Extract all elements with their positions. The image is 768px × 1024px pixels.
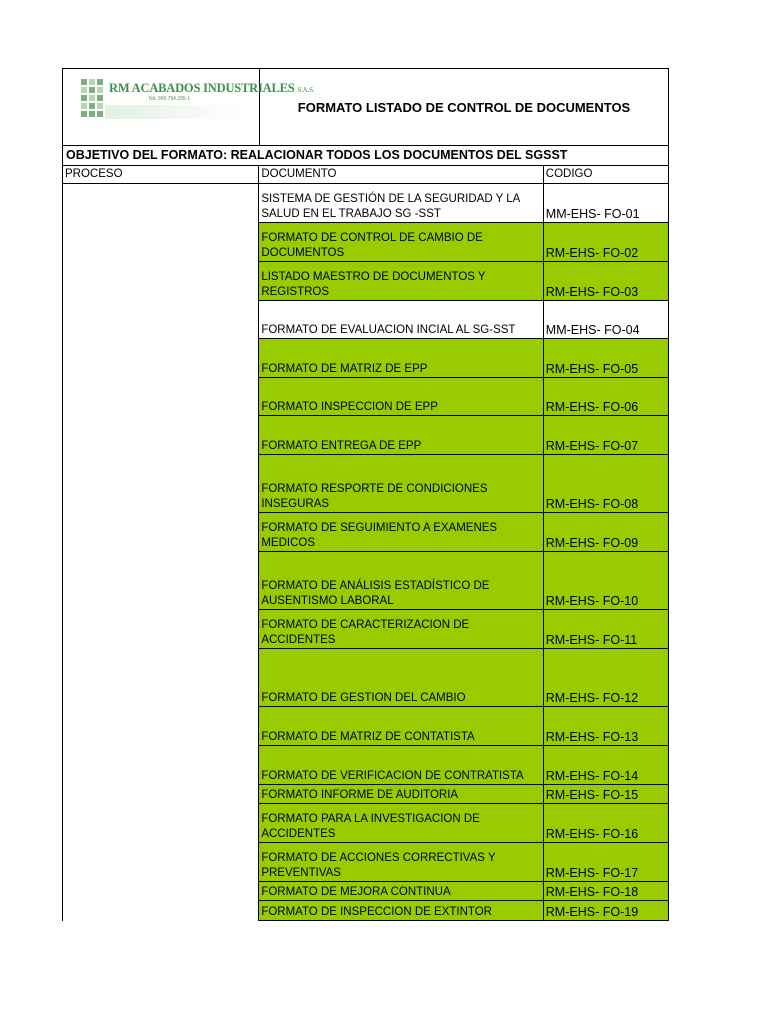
documento-cell: FORMATO DE EVALUACION INCIAL AL SG-SST — [259, 301, 543, 339]
documento-cell: SISTEMA DE GESTIÓN DE LA SEGURIDAD Y LA SALUD EN EL TRABAJO SG -SST — [259, 184, 543, 223]
documento-cell: FORMATO RESPORTE DE CONDICIONES INSEGURAS — [259, 455, 543, 513]
table-row — [63, 785, 669, 804]
proceso-cell — [63, 513, 259, 552]
proceso-cell — [63, 804, 259, 843]
codigo-cell: RM-EHS- FO-02 — [543, 223, 668, 262]
documento-cell: FORMATO DE SEGUIMIENTO A EXAMENES MEDICOS — [259, 513, 543, 552]
table-header-row — [63, 166, 669, 184]
company-nit: Nit. 900.794.295-1 — [149, 96, 191, 102]
proceso-cell — [63, 416, 259, 455]
documents-table — [62, 165, 669, 921]
table-row — [63, 882, 669, 901]
proceso-cell — [63, 301, 259, 339]
documento-cell: FORMATO DE GESTION DEL CAMBIO — [259, 649, 543, 707]
table-row — [63, 455, 669, 513]
documento-cell: FORMATO DE MATRIZ DE EPP — [259, 339, 543, 378]
documento-cell: FORMATO DE MEJORA CONTINUA — [259, 882, 543, 901]
codigo-cell: RM-EHS- FO-05 — [543, 339, 668, 378]
documento-cell: FORMATO DE CONTROL DE CAMBIO DE DOCUMENTOS — [259, 223, 543, 262]
table-row — [63, 416, 669, 455]
company-suffix: S.A.S. — [297, 86, 315, 94]
proceso-cell — [63, 184, 259, 223]
proceso-cell — [63, 223, 259, 262]
document-title: FORMATO LISTADO DE CONTROL DE DOCUMENTOS — [297, 99, 631, 115]
logo-cell — [63, 69, 315, 145]
proceso-cell — [63, 746, 259, 785]
table-row — [63, 901, 669, 921]
table-row — [63, 843, 669, 882]
codigo-cell: RM-EHS- FO-06 — [543, 378, 668, 416]
table-row — [63, 649, 669, 707]
documento-cell: FORMATO DE ANÁLISIS ESTADÍSTICO DE AUSENTISMO LABORAL — [259, 552, 543, 610]
documento-cell: FORMATO INSPECCION DE EPP — [259, 378, 543, 416]
codigo-cell: RM-EHS- FO-13 — [543, 707, 668, 746]
proceso-cell — [63, 378, 259, 416]
documento-cell: FORMATO DE INSPECCION DE EXTINTOR — [259, 901, 543, 921]
proceso-cell — [63, 649, 259, 707]
codigo-cell: RM-EHS- FO-14 — [543, 746, 668, 785]
documento-cell: FORMATO DE CARACTERIZACION DE ACCIDENTES — [259, 610, 543, 649]
document-sheet — [62, 68, 669, 921]
proceso-cell — [63, 339, 259, 378]
codigo-cell: RM-EHS- FO-16 — [543, 804, 668, 843]
proceso-cell — [63, 707, 259, 746]
codigo-cell: RM-EHS- FO-08 — [543, 455, 668, 513]
table-row — [63, 339, 669, 378]
logo-grid-icon — [81, 79, 103, 119]
documento-cell: FORMATO DE ACCIONES CORRECTIVAS Y PREVENTIVAS — [259, 843, 543, 882]
codigo-cell: RM-EHS- FO-03 — [543, 262, 668, 301]
table-row — [63, 746, 669, 785]
documento-cell: FORMATO INFORME DE AUDITORIA — [259, 785, 543, 804]
proceso-cell — [63, 843, 259, 882]
company-name: RM ACABADOS INDUSTRIALES S.A.S. — [109, 81, 315, 95]
table-row — [63, 610, 669, 649]
documento-cell: LISTADO MAESTRO DE DOCUMENTOS Y REGISTROS — [259, 262, 543, 301]
header — [62, 68, 669, 145]
table-row — [63, 513, 669, 552]
table-row — [63, 552, 669, 610]
documento-cell: FORMATO DE MATRIZ DE CONTATISTA — [259, 707, 543, 746]
table-row — [63, 707, 669, 746]
codigo-cell: RM-EHS- FO-12 — [543, 649, 668, 707]
column-header-proceso: PROCESO — [63, 166, 259, 184]
codigo-cell: RM-EHS- FO-07 — [543, 416, 668, 455]
column-header-codigo: CODIGO — [543, 166, 668, 184]
codigo-cell: RM-EHS- FO-10 — [543, 552, 668, 610]
documento-cell: FORMATO PARA LA INVESTIGACION DE ACCIDENTES — [259, 804, 543, 843]
proceso-cell — [63, 262, 259, 301]
table-row — [63, 804, 669, 843]
table-row — [63, 378, 669, 416]
codigo-cell: MM-EHS- FO-01 — [543, 184, 668, 223]
codigo-cell: RM-EHS- FO-15 — [543, 785, 668, 804]
codigo-cell: MM-EHS- FO-04 — [543, 301, 668, 339]
proceso-cell — [63, 882, 259, 901]
proceso-cell — [63, 785, 259, 804]
column-header-documento: DOCUMENTO — [259, 166, 543, 184]
codigo-cell: RM-EHS- FO-09 — [543, 513, 668, 552]
objective-row: OBJETIVO DEL FORMATO: REALACIONAR TODOS LOS DOCUMENTOS DEL SGSST — [62, 145, 669, 165]
proceso-cell — [63, 455, 259, 513]
company-logo — [81, 79, 315, 121]
table-row — [63, 184, 669, 223]
logo-band — [105, 105, 245, 119]
documento-cell: FORMATO ENTREGA DE EPP — [259, 416, 543, 455]
proceso-cell — [63, 610, 259, 649]
proceso-cell — [63, 901, 259, 921]
table-row — [63, 262, 669, 301]
codigo-cell: RM-EHS- FO-17 — [543, 843, 668, 882]
table-row — [63, 301, 669, 339]
table-row — [63, 223, 669, 262]
proceso-cell — [63, 552, 259, 610]
documento-cell: FORMATO DE VERIFICACION DE CONTRATISTA — [259, 746, 543, 785]
codigo-cell: RM-EHS- FO-19 — [543, 901, 668, 921]
codigo-cell: RM-EHS- FO-11 — [543, 610, 668, 649]
codigo-cell: RM-EHS- FO-18 — [543, 882, 668, 901]
